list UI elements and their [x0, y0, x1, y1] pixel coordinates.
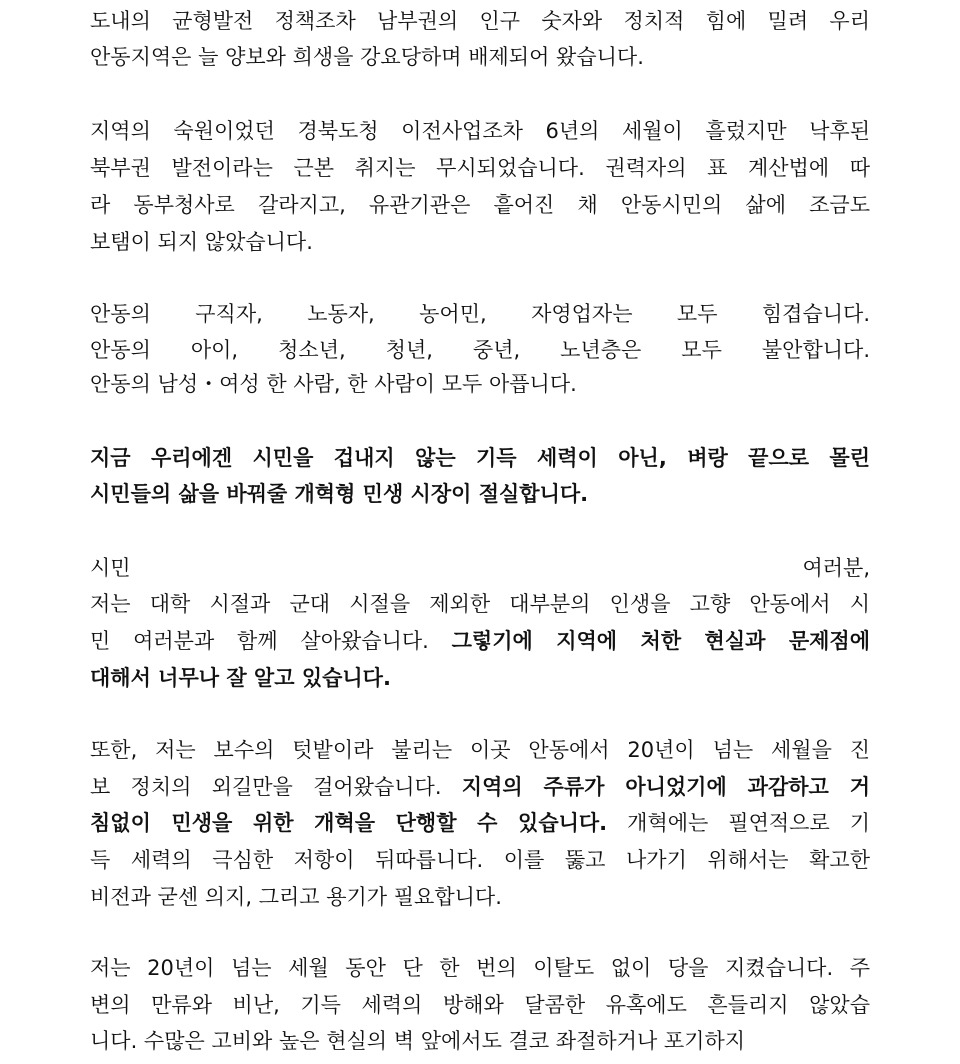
text-line: [90, 477, 870, 511]
text-line: [90, 951, 870, 985]
text-segment: 지역의 숙원이었던 경북도청 이전사업조차 6년의 세월이 흘렀지만 낙후된: [90, 119, 870, 143]
text-segment: 변의 만류와 비난, 기득 세력의 방해와 달콤한 유혹에도 흔들리지 않았습: [90, 993, 870, 1017]
text-segment: 저는 20년이 넘는 세월 동안 단 한 번의 이탈도 없이 당을 지켰습니다. 주: [90, 956, 870, 980]
text-segment: 도내의 균형발전 정책조차 남부권의 인구 숫자와 정치적 힘에 밀려 우리: [90, 9, 870, 33]
text-segment: 보탬이 되지 않았습니다.: [90, 230, 313, 254]
text-segment: 보 정치의 외길만을 걸어왔습니다.: [90, 775, 462, 799]
text-segment: 개혁에는 필연적으로 기: [607, 811, 870, 835]
text-line: [90, 441, 870, 475]
text-line: [90, 988, 870, 1022]
text-line: [90, 297, 870, 331]
text-segment: 라 동부청사로 갈라지고, 유관기관은 흩어진 채 안동시민의 삶에 조금도: [90, 193, 870, 217]
text-segment: 안동의 남성・여성 한 사람, 한 사람이 모두 아픕니다.: [90, 372, 577, 396]
text-line: [90, 843, 870, 877]
text-segment: 저는 대학 시절과 군대 시절을 제외한 대부분의 인생을 고향 안동에서 시: [90, 592, 870, 616]
text-segment: 또한, 저는 보수의 텃밭이라 불리는 이곳 안동에서 20년이 넘는 세월을 진: [90, 738, 870, 762]
text-line: [90, 770, 870, 804]
text-segment: 시민 여러분,: [90, 556, 870, 580]
text-segment: 안동의 아이, 청소년, 청년, 중년, 노년층은 모두 불안합니다.: [90, 338, 870, 362]
bold-text: 대해서 너무나 잘 알고 있습니다.: [90, 666, 391, 690]
text-segment: 비전과 굳센 의지, 그리고 용기가 필요합니다.: [90, 885, 502, 909]
text-segment: 안동지역은 늘 양보와 희생을 강요당하며 배제되어 왔습니다.: [90, 45, 644, 69]
text-line: [90, 587, 870, 621]
bold-text: 그렇기에 지역에 처한 현실과 문제점에: [451, 629, 870, 653]
bold-text: 침없이 민생을 위한 개혁을 단행할 수 있습니다.: [90, 811, 608, 835]
bold-text: 지금 우리에겐 시민을 겁내지 않는 기득 세력이 아닌, 벼랑 끝으로 몰린: [90, 446, 870, 470]
text-line: [90, 188, 870, 222]
text-line: [90, 114, 870, 148]
text-line: [90, 151, 870, 185]
text-line: [90, 4, 870, 38]
text-line: [90, 1024, 870, 1058]
text-segment: 안동의 구직자, 노동자, 농어민, 자영업자는 모두 힘겹습니다.: [90, 302, 870, 326]
text-line: [90, 367, 870, 401]
text-segment: 민 여러분과 함께 살아왔습니다.: [90, 629, 452, 653]
text-line: [90, 551, 870, 585]
text-line: [90, 733, 870, 767]
bold-text: 시민들의 삶을 바꿔줄 개혁형 민생 시장이 절실합니다.: [90, 482, 589, 506]
text-line: [90, 880, 870, 914]
text-line: [90, 40, 870, 74]
bold-text: 지역의 주류가 아니었기에 과감하고 거: [461, 775, 870, 799]
text-line: [90, 624, 870, 658]
text-line: [90, 225, 870, 259]
text-segment: 득 세력의 극심한 저항이 뒤따릅니다. 이를 뚫고 나가기 위해서는 확고한: [90, 848, 870, 872]
text-segment: 북부권 발전이라는 근본 취지는 무시되었습니다. 권력자의 표 계산법에 따: [90, 156, 870, 180]
text-line: [90, 806, 870, 840]
text-line: [90, 333, 870, 367]
text-segment: 니다. 수많은 고비와 높은 현실의 벽 앞에서도 결코 좌절하거나 포기하지: [90, 1029, 746, 1053]
text-line: [90, 661, 870, 695]
